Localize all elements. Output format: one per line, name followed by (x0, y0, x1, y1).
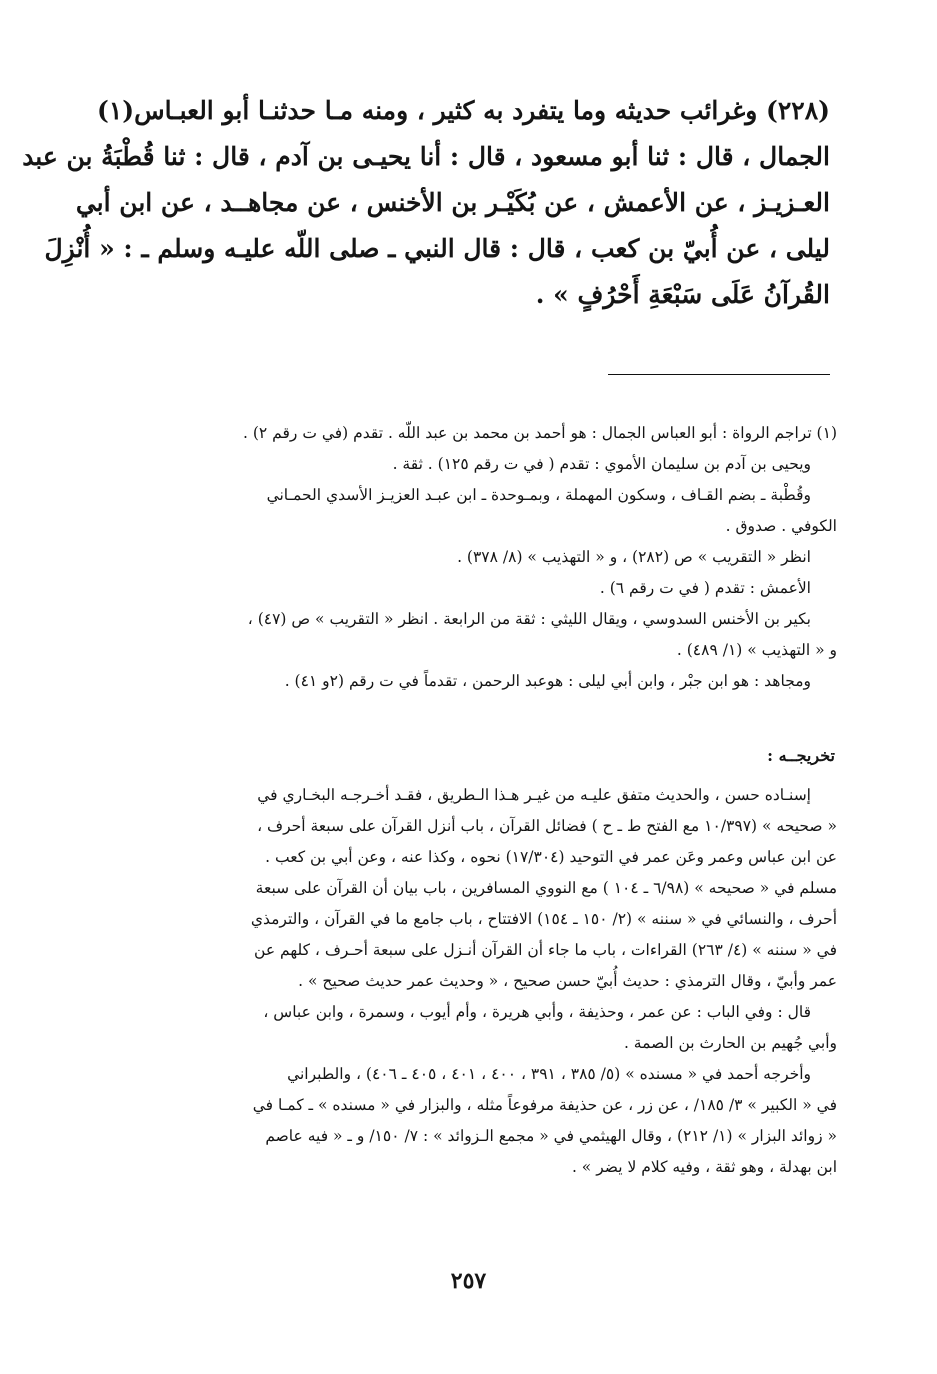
footnote-line: بكير بن الأخنس السدوسي ، ويقال الليثي : ثقة من الرابعة . انظر « التقريب » ص (٤٧) ، (247, 610, 811, 628)
footnote-line: وقُطْبة ـ بضم القـاف ، وسكون المهملة ، وبمـوحدة ـ ابن عبـد العزيـز الأسدي الحمـاني (266, 486, 811, 504)
footnote-line: (١) تراجم الرواة : أبو العباس الجمال : هو أحمد بن محمد بن عبد اللّه . تقدم (في ت رقم ٢) . (243, 424, 837, 442)
takhrij-line: أحرف ، والنسائي في « سننه » (٢/ ١٥٠ ـ ١٥٤) الافتتاح ، باب جامع ما في القرآن ، والترمذي (250, 910, 837, 928)
main-text-line: القُرآنُ عَلَى سَبْعَةِ أَحْرُفٍ » . (535, 280, 830, 309)
takhrij-line: في « سننه » (٤/ ٢٦٣) القراءات ، باب ما جاء أن القرآن أنـزل على سبعة أحـرف ، كلهم عن (254, 941, 837, 959)
takhrij-line: وأخرجه أحمد في « مسنده » (٥/ ٣٨٥ ، ٣٩١ ، ٤٠٠ ، ٤٠١ ، ٤٠٥ ـ ٤٠٦) ، والطبراني (287, 1065, 811, 1083)
main-text-line: الجمال ، قال : ثنا أبو مسعود ، قال : أنا يحيـى بن آدم ، قال : ثنا قُطْبَةُ بن عبد (22, 142, 830, 171)
takhrij-line: قال : وفي الباب : عن عمر ، وحذيفة ، وأبي هريرة ، وأم أيوب ، وسمرة ، وابن عباس ، (263, 1003, 811, 1021)
takhrij-line: عن ابن عباس وعمر وعَن عمر في التوحيد (١٧/٣٠٤) نحوه ، وكذا عنه ، وعن أبي بن كعب . (265, 848, 837, 866)
takhrij-line: مسلم في « صحيحه » (٦/٩٨ ـ ١٠٤ ) مع النووي المسافرين ، باب بيان أن القرآن على سبعة (255, 879, 837, 897)
footnote-line: ومجاهد : هو ابن جبْر ، وابن أبي ليلى : هوعبد الرحمن ، تقدماً في ت رقم (٢و ٤١) . (284, 672, 811, 690)
takhrij-line: وأبي جُهيم بن الحارث بن الصمة . (623, 1034, 837, 1052)
main-text-line: العـزيـز ، عن الأعمش ، عن بُكَيْـر بن الأخنس ، عن مجاهــد ، عن ابن أبي (75, 188, 830, 217)
main-text-line: (٢٢٨) وغرائب حديثه وما يتفرد به كثير ، ومنه مـا حدثنـا أبو العبـاس(١) (97, 96, 830, 125)
main-text-line: ليلى ، عن أُبيّ بن كعب ، قال : قال النبي ـ صلى اللّه عليـه وسلم ـ : « أُنْزِلَ (44, 234, 830, 263)
footnote-line: ويحيى بن آدم بن سليمان الأموي : تقدم ( في ت رقم ١٢٥) . ثقة . (392, 455, 811, 473)
footnote-line: الأعمش : تقدم ( في ت رقم ٦) . (599, 579, 811, 597)
footnote-line: و « التهذيب » (١/ ٤٨٩) . (676, 641, 837, 659)
footnote-line: الكوفي . صدوق . (725, 517, 837, 535)
takhrij-line: « صحيحه » (١٠/٣٩٧ مع الفتح ط ـ ح ) فضائل القرآن ، باب أنزل القرآن على سبعة أحرف ، (257, 817, 837, 835)
takhrij-line: ابن بهدلة ، وهو ثقة ، وفيه كلام لا يضر » . (571, 1158, 837, 1176)
takhrij-line: في « الكبير » ٣/ ١٨٥/ ، عن زر ، عن حذيفة مرفوعاً مثله ، والبزار في « مسنده » ـ كمـا في (252, 1096, 837, 1114)
takhrij-heading: تخريجــه : (767, 746, 835, 765)
takhrij-line: إسنـاده حسن ، والحديث متفق عليـه من غيـر هـذا الـطريق ، فقـد أخـرجـه البخـاري في (257, 786, 811, 804)
takhrij-line: عمر وأبيّ ، وقال الترمذي : حديث أُبيّ حسن صحيح ، « وحديث عمر حديث صحيح » . (298, 972, 837, 990)
footnotes-block (97, 418, 837, 697)
page-number: ٢٥٧ (450, 1268, 487, 1294)
takhrij-block (97, 780, 837, 1183)
hadith-main-text (22, 88, 830, 318)
footnote-separator (608, 374, 830, 375)
footnote-line: انظر « التقريب » ص (٢٨٢) ، و « التهذيب » (٨/ ٣٧٨) . (457, 548, 811, 566)
takhrij-line: « زوائد البزار » (١/ ٢١٢) ، وقال الهيثمي في « مجمع الـزوائد » : ٧/ ١٥٠/ و ـ « فيه عاصم (265, 1127, 837, 1145)
